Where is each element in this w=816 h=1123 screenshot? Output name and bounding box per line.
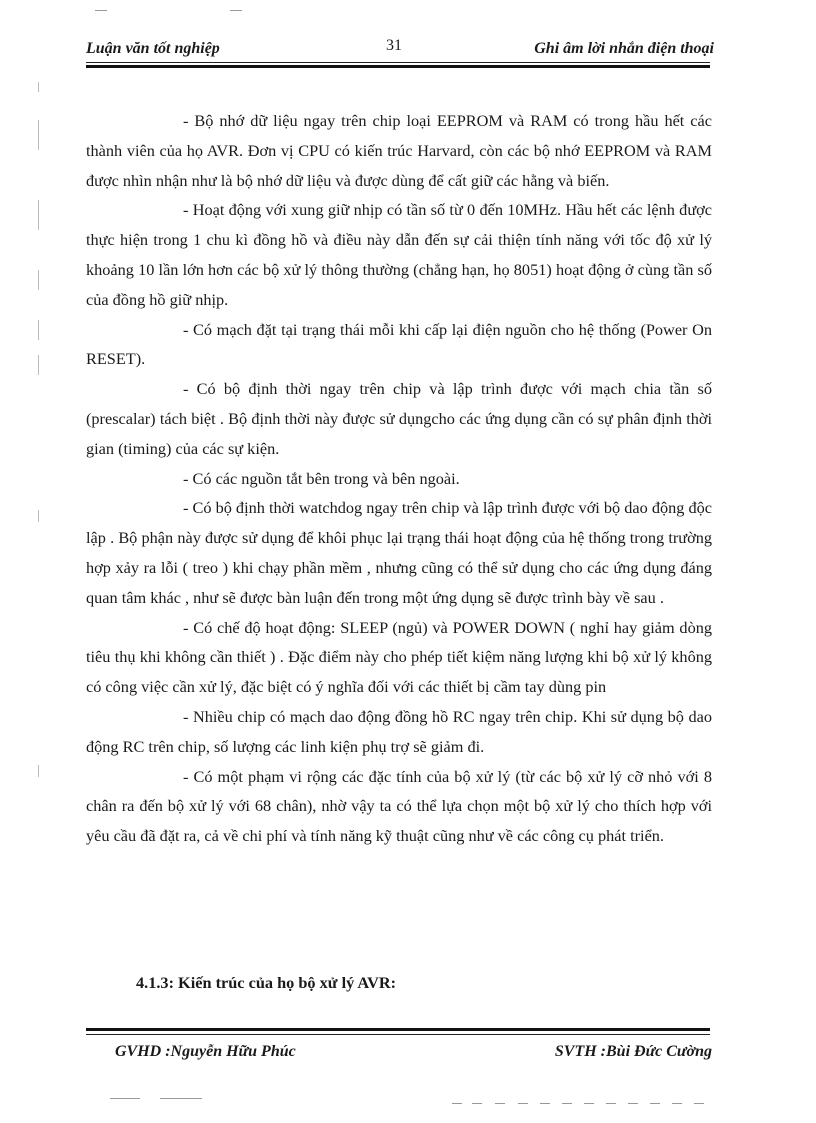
paragraph: - Nhiều chip có mạch dao động đồng hồ RC ngay trên chip. Khi sử dụng bộ dao động RC trên chip, số lượng các linh kiện phụ trợ sẽ giảm đi.	[86, 706, 712, 756]
section-heading: 4.1.3: Kiến trúc của họ bộ xử lý AVR:	[136, 973, 397, 992]
paragraph: - Có bộ định thời ngay trên chip và lập trình được với mạch chia tần số (prescalar) tách biệt . Bộ định thời này được sử dụngcho các ứng dụng cần có sự phân định thời gian (timing) của các sự kiện.	[86, 379, 712, 458]
paragraph: - Có các nguồn tắt bên trong và bên ngoài.	[183, 468, 460, 488]
page-number: 31	[386, 37, 402, 54]
footer-advisor: GVHD :Nguyễn Hữu Phúc	[115, 1043, 296, 1060]
footer-student: SVTH :Bùi Đức Cường	[554, 1043, 712, 1060]
body-text	[86, 106, 712, 851]
header-rule-thin	[86, 62, 710, 63]
paragraph: - Có bộ định thời watchdog ngay trên chip và lập trình được với bộ dao động độc lập . Bộ phận này được sử dụng để khôi phục lại trạng thái hoạt động của hệ thống trong trường hợp xảy ra lỗi ( treo ) khi chạy phần mềm , nhưng cũng có thể sử dụng cho các ứng dụng đáng quan tâm khác , như sẽ được bàn luận đến trong một ứng dụng sẽ được trình bày về sau .	[86, 498, 712, 607]
header-rule-thick	[86, 65, 710, 68]
header-topic-label: Ghi âm lời nhắn điện thoại	[534, 40, 714, 57]
footer-rule-thick	[86, 1028, 710, 1031]
paragraph: - Có chế độ hoạt động: SLEEP (ngủ) và POWER DOWN ( nghỉ hay giảm dòng tiêu thụ khi không cần thiết ) . Đặc điểm này cho phép tiết kiệm năng lượng khi bộ xử lý không có công việc cần xử lý, đặc biệt có ý nghĩa đối với các thiết bị cầm tay dùng pin	[86, 617, 712, 697]
paragraph: - Bộ nhớ dữ liệu ngay trên chip loại EEPROM và RAM có trong hầu hết các thành viên của họ AVR. Đơn vị CPU có kiến trúc Harvard, còn các bộ nhớ EEPROM và RAM được nhìn nhận như là bộ nhớ dữ liệu và được dùng để cất giữ các hằng và biến.	[86, 111, 712, 190]
footer-rule-thin	[86, 1034, 710, 1035]
paragraph: - Có một phạm vi rộng các đặc tính của bộ xử lý (từ các bộ xử lý cỡ nhỏ với 8 chân ra đến bộ xử lý với 68 chân), nhờ vậy ta có thể lựa chọn một bộ xử lý cho thích hợp với yêu cầu đã đặt ra, cả về chi phí và tính năng kỹ thuật cũng như về các công cụ phát triển.	[86, 766, 712, 846]
paragraph: - Hoạt động với xung giữ nhịp có tần số từ 0 đến 10MHz. Hầu hết các lệnh được thực hiện trong 1 chu kì đồng hồ và điều này dẫn đến sự cải thiện tính năng với tốc độ xử lý khoảng 10 lần lớn hơn các bộ xử lý thông thường (chẳng hạn, họ 8051) hoạt động ở cùng tần số của đồng hồ giữ nhịp.	[86, 200, 712, 309]
paragraph: - Có mạch đặt tại trạng thái mỗi khi cấp lại điện nguồn cho hệ thống (Power On RESET).	[86, 319, 712, 369]
header-thesis-label: Luận văn tốt nghiệp	[86, 40, 220, 57]
